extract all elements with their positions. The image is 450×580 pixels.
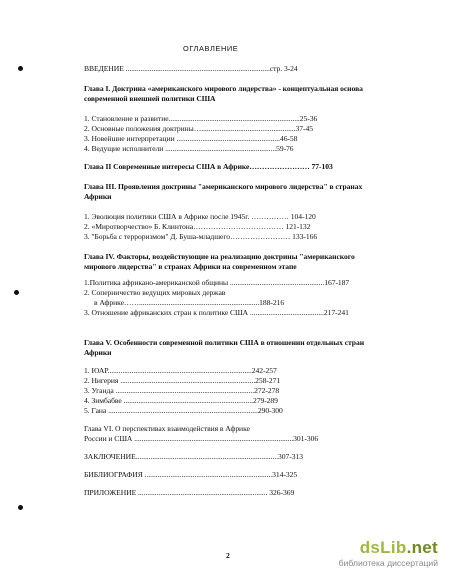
chapter-3-heading: Глава III. Проявления доктрины "американского мирового лидерства" в странах: [84, 182, 363, 191]
binding-hole-mark: [18, 505, 23, 510]
toc-entry: 1. Становление и развитие.......................................................................25-36: [84, 114, 318, 123]
chapter-5-heading: Глава V. Особенности современной политики США в отношении отдельных стран: [84, 338, 365, 347]
toc-entry-conclusion: ЗАКЛЮЧЕНИЕ.............................................................................307-313: [84, 452, 303, 461]
toc-entry-bibliography: БИБЛИОГРАФИЯ .....................................................................314-325: [84, 470, 298, 479]
toc-entry: 3. "Борьба с терроризмом" Д. Буша-младшего…………………… 133-166: [84, 232, 318, 241]
toc-entry: 4. Ведущие исполнители ............................................................59-76: [84, 144, 294, 153]
chapter-5-heading-cont: Африки: [84, 348, 112, 357]
chapter-1-heading: Глава I. Доктрина «американского мирового лидерства» - концептуальная основа: [84, 84, 363, 93]
toc-entry: 2. Основные положения доктрины…...................................................37-45: [84, 124, 313, 133]
toc-entry-intro: ВВЕДЕНИЕ ..............................................................................стр. 3-24: [84, 64, 298, 73]
chapter-3-heading-cont: Африки: [84, 192, 112, 201]
watermark-logo-text: dsLib.net: [359, 538, 438, 557]
toc-entry: 1. Эволюция политики США в Африке после 1945г. …………… 104-120: [84, 212, 316, 221]
page-number: 2: [226, 551, 230, 560]
chapter-1-heading-cont: современной внешней политики США: [84, 94, 216, 103]
toc-entry-cont: в Африке…….................................................................188-216: [94, 298, 285, 307]
toc-entry: 3. Уганда ...........................................................................272-278: [84, 386, 280, 395]
watermark-logo: [318, 538, 438, 570]
toc-entry: 1.Политика африкано-американской общины ...................................................167-187: [84, 278, 350, 287]
chapter-4-heading-cont: мирового лидерства" в странах Африки на современном этапе: [84, 262, 297, 271]
toc-entry: 4. Зимбабве ......................................................................279-289: [84, 396, 278, 405]
watermark-subtitle: библиотека диссертаций: [338, 558, 438, 568]
binding-hole-mark: [18, 66, 23, 71]
chapter-4-heading: Глава IV. Факторы, воздействующие на реализацию доктрины "американского: [84, 252, 355, 261]
toc-entry: 3. Отношение африканских стран к политике США ........................................217-241: [84, 308, 349, 317]
toc-entry: 1. ЮАР..............................................................................242-257: [84, 366, 277, 375]
toc-entry-appendix: ПРИЛОЖЕНИЕ ...................................................................... 326-369: [84, 488, 295, 497]
toc-entry: 2. Соперничество ведущих мировых держав: [84, 288, 226, 297]
chapter-2-heading: Глава II Современные интересы США в Африке…………………… 77-103: [84, 162, 333, 171]
binding-hole-mark: [14, 290, 19, 295]
toc-entry: 5. Гана .................................................................................290-300: [84, 406, 283, 415]
chapter-6-heading: Глава VI. О перспективах взаимодействия в Африке: [84, 424, 250, 433]
chapter-6-heading-cont: России и США ......................................................................................301-306: [84, 434, 319, 443]
toc-title: ОГЛАВЛЕНИЕ: [183, 44, 239, 53]
toc-entry: 2. Нигерия .........................................................................258-271: [84, 376, 281, 385]
toc-entry: 2. «Миротворчество» Б. Клинтона……………………………… 121-132: [84, 222, 311, 231]
toc-entry: 3. Новейшие интерпретации ........................................................46-58: [84, 134, 298, 143]
